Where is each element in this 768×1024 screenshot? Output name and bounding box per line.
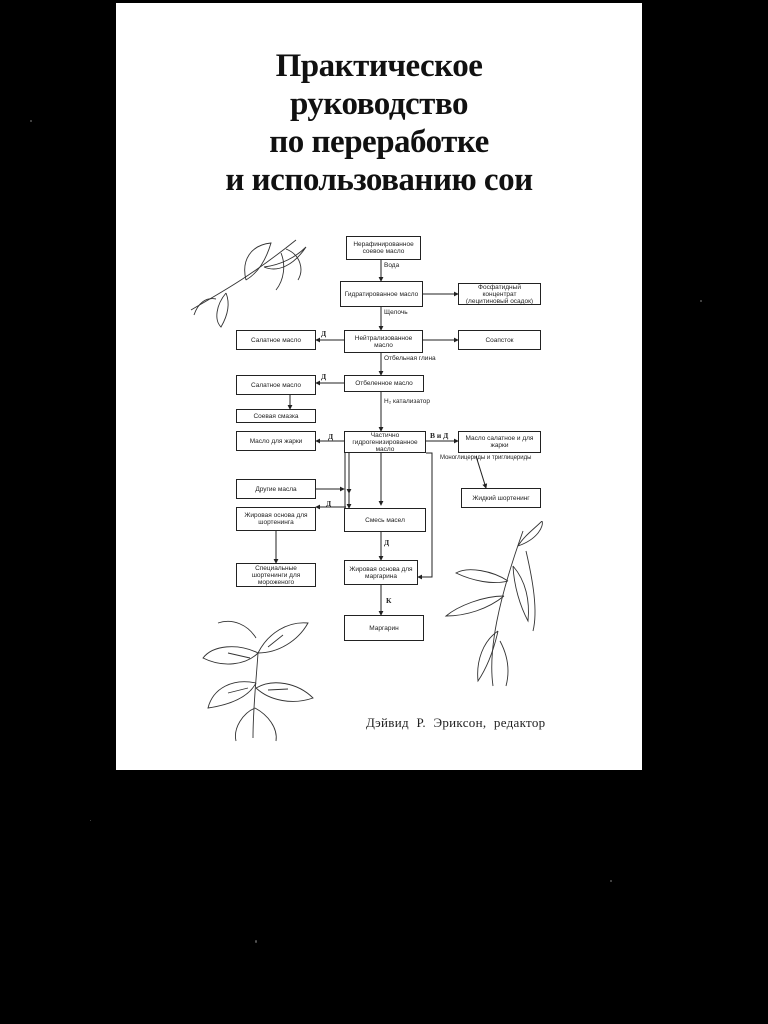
box-crude-oil: Нерафинированное соевое масло <box>346 236 421 260</box>
book-cover-page <box>116 3 642 770</box>
title-line-4: и использованию сои <box>225 162 533 198</box>
box-soaps: Соевая смазка <box>236 409 316 423</box>
title-line-3: по переработке <box>269 124 489 160</box>
box-other-oils: Другие масла <box>236 479 316 499</box>
label-d-4: Д <box>326 499 332 508</box>
title-line-1: Практическое <box>275 48 483 84</box>
box-liquid-shortening: Жидкий шортенинг <box>461 488 541 508</box>
box-salad-oil-2: Салатное масло <box>236 375 316 395</box>
box-shortening-base: Жировая основа для шортенинга <box>236 507 316 531</box>
label-bleaching-clay: Отбельная глина <box>384 355 436 362</box>
author-editor: Дэйвид Р. Эриксон, редактор <box>366 715 546 730</box>
scan-noise-speck <box>610 880 612 882</box>
box-degummed-oil: Гидратированное масло <box>340 281 423 307</box>
box-frying-oil: Масло для жарки <box>236 431 316 451</box>
box-salad-oil-1: Салатное масло <box>236 330 316 350</box>
scan-noise-speck <box>30 120 32 122</box>
box-salad-and-frying-oil: Масло салатное и для жарки <box>458 431 541 453</box>
scan-noise-speck <box>90 820 91 821</box>
label-water: Вода <box>384 262 400 269</box>
scan-noise-speck <box>700 300 702 302</box>
label-alkali: Щелочь <box>384 309 408 316</box>
box-bleached-oil: Отбеленное масло <box>344 375 424 392</box>
title-line-2: руководство <box>290 86 468 122</box>
scan-noise-speck <box>255 940 257 943</box>
label-k: К <box>386 596 392 605</box>
label-catalyst: Н₂ катализатор <box>384 398 431 405</box>
label-d-2: Д <box>321 372 327 381</box>
box-margarine: Маргарин <box>344 615 424 641</box>
box-phosphatide-concentrate: Фосфатидный концентрат (лецитиновый осадок) <box>458 283 541 305</box>
box-partially-hydrogenated-oil: Частично гидрогенизированное масло <box>344 431 426 453</box>
label-d-5: Д <box>384 538 390 547</box>
box-oil-blend: Смесь масел <box>344 508 426 532</box>
label-d-1: Д <box>321 329 327 338</box>
box-soapstock: Соапсток <box>458 330 541 350</box>
label-v-and-d: В и Д <box>430 431 449 440</box>
label-d-3: Д <box>328 432 334 441</box>
box-margarine-base: Жировая основа для маргарина <box>344 560 418 585</box>
box-neutralized-oil: Нейтрализованное масло <box>344 330 423 353</box>
box-special-shortening: Специальные шортенинги для мороженого <box>236 563 316 587</box>
label-monoglycerides: Моноглицериды и триглицериды <box>440 455 532 461</box>
